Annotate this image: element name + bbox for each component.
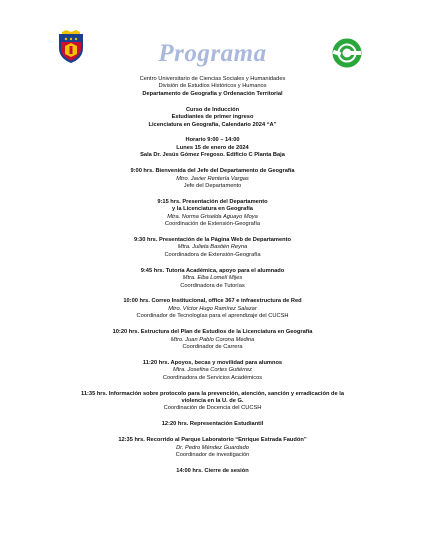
program-event: 9:45 hrs. Tutoría Académica, apoyo para el alumnado: [140, 267, 285, 274]
course-line: Curso de Inducción: [185, 106, 240, 113]
program-speaker: Mtro. Víctor Hugo Ramírez Salazar: [168, 305, 257, 312]
program-role: Coordinadora de Tutorías: [180, 282, 245, 289]
schedule-block: [0, 137, 425, 159]
program-event: 9:15 hrs. Presentación del Departamento: [157, 198, 268, 205]
program-item: [0, 199, 425, 229]
institution-block: [0, 76, 425, 98]
program-item: [0, 421, 425, 428]
course-line: Estudiantes de primer ingreso: [171, 114, 254, 121]
institution-line: Centro Universitario de Ciencias Sociales y Humanidades: [139, 76, 286, 82]
program-event: 10:20 hrs. Estructura del Plan de Estudios de la Licenciatura en Geografía: [112, 329, 313, 336]
program-role: Coordinador de Tecnologías para el aprendizaje del CUCSH: [136, 313, 289, 320]
program-speaker: Mtra. Josefina Cortes Gutiérrez: [172, 367, 253, 374]
program-item: [0, 268, 425, 290]
program-event: 11:20 hrs. Apoyos, becas y movilidad para alumnos: [142, 359, 283, 366]
program-role: Coordinadora de Servicios Académicos: [162, 374, 263, 381]
institution-line: División de Estudios Históricos y Humanos: [158, 83, 267, 90]
course-line: Licenciatura en Geografía, Calendario 2024 “A”: [148, 121, 277, 128]
program-item: [0, 468, 425, 475]
program-role: Coordinación de Docencia del CUCSH: [163, 405, 262, 412]
program-item: [0, 360, 425, 382]
institution-line: Departamento de Geografía y Ordenación Territorial: [142, 90, 283, 97]
schedule-line: Horario 9:00 – 14:00: [185, 137, 240, 144]
program-role: Coordinador de Carrera: [182, 343, 243, 350]
program-event: 12:35 hrs. Recorrido al Parque Laboratorio “Enrique Estrada Faudón”: [118, 437, 307, 444]
program-item: [0, 329, 425, 351]
program-event: 9:00 hrs. Bienvenida del Jefe del Departamento de Geografía: [130, 168, 295, 175]
program-role: Coordinador de investigación: [175, 452, 250, 459]
course-block: [0, 107, 425, 129]
program-item: [0, 168, 425, 190]
program-speaker: Mtro. Juan Pablo Corona Medina: [170, 336, 255, 343]
program-role: Coordinación de Extensión-Geografía: [164, 221, 261, 228]
program-event-continued: violencia en la U. de G.: [181, 398, 244, 404]
program-event: 9:30 hrs. Presentación de la Página Web de Departamento: [134, 237, 291, 243]
schedule-line: Sala Dr. Jesús Gómez Fregoso. Edificio C Planta Baja: [140, 152, 285, 159]
program-event-continued: y la Licenciatura en Geografía: [172, 206, 253, 213]
program-document: [0, 76, 425, 475]
program-event: 14:00 hrs. Cierre de sesión: [176, 467, 249, 474]
schedule-line: Lunes 15 de enero de 2024: [176, 144, 249, 151]
program-item: [0, 298, 425, 320]
program-speaker: Mtro. Javier Rentería Vargas: [176, 175, 249, 182]
program-role: Jefe del Departamento: [183, 182, 242, 189]
program-speaker: Mtra. Norma Griselda Aguayo Moya: [167, 213, 258, 220]
page-title: Programa: [158, 40, 267, 67]
program-event: 10:00 hrs. Correo Institucional, office 367 e infraestructura de Red: [123, 298, 302, 305]
program-speaker: Mtra. Julieta Bastién Reyna: [177, 244, 248, 251]
program-event: 11:35 hrs. Información sobre protocolo para la prevención, atención, sanción y erradicación de la: [81, 390, 344, 397]
program-item: [0, 437, 425, 459]
program-role: Coordinadora de Extensión-Geografía: [164, 251, 261, 258]
program-item: [0, 237, 425, 259]
program-speaker: Mtra. Elba Lomelí Mijes: [182, 275, 243, 282]
program-event: 12:20 hrs. Representación Estudiantil: [161, 421, 264, 428]
program-item: [0, 391, 425, 413]
program-speaker: Dr. Pedro Méndez Guardado: [176, 444, 249, 451]
